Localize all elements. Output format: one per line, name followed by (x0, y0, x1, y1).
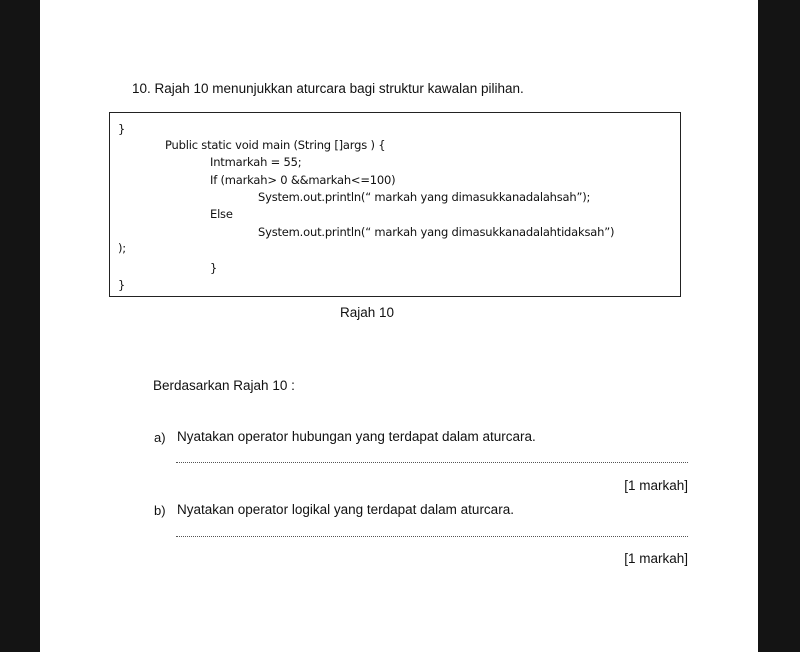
question-a-marks: [1 markah] (624, 478, 688, 493)
code-line: } (210, 261, 218, 275)
answer-line-a[interactable] (176, 462, 688, 463)
question-title: 10. Rajah 10 menunjukkan aturcara bagi struktur kawalan pilihan. (132, 81, 524, 96)
code-line: } (118, 122, 126, 136)
question-b-label: b) (154, 503, 166, 518)
code-line: } (118, 278, 126, 292)
code-line: ); (118, 241, 126, 255)
code-line: Else (210, 207, 233, 221)
code-line: Intmarkah = 55; (210, 155, 302, 169)
figure-caption: Rajah 10 (340, 305, 395, 320)
intro-text: Berdasarkan Rajah 10 : (153, 378, 295, 393)
worksheet-page (40, 0, 758, 652)
code-line: System.out.println(“ markah yang dimasukkanadalahtidaksah”) (258, 225, 615, 239)
code-figure (109, 112, 681, 297)
question-b-marks: [1 markah] (624, 551, 688, 566)
question-a-label: a) (154, 430, 166, 445)
code-line: Public static void main (String []args ) { (165, 138, 386, 152)
question-a-text: Nyatakan operator hubungan yang terdapat dalam aturcara. (177, 429, 536, 444)
answer-line-b[interactable] (176, 536, 688, 537)
code-line: System.out.println(“ markah yang dimasukkanadalahsah”); (258, 190, 591, 204)
code-line: If (markah> 0 &&markah<=100) (210, 173, 396, 187)
question-b-text: Nyatakan operator logikal yang terdapat dalam aturcara. (177, 502, 514, 517)
